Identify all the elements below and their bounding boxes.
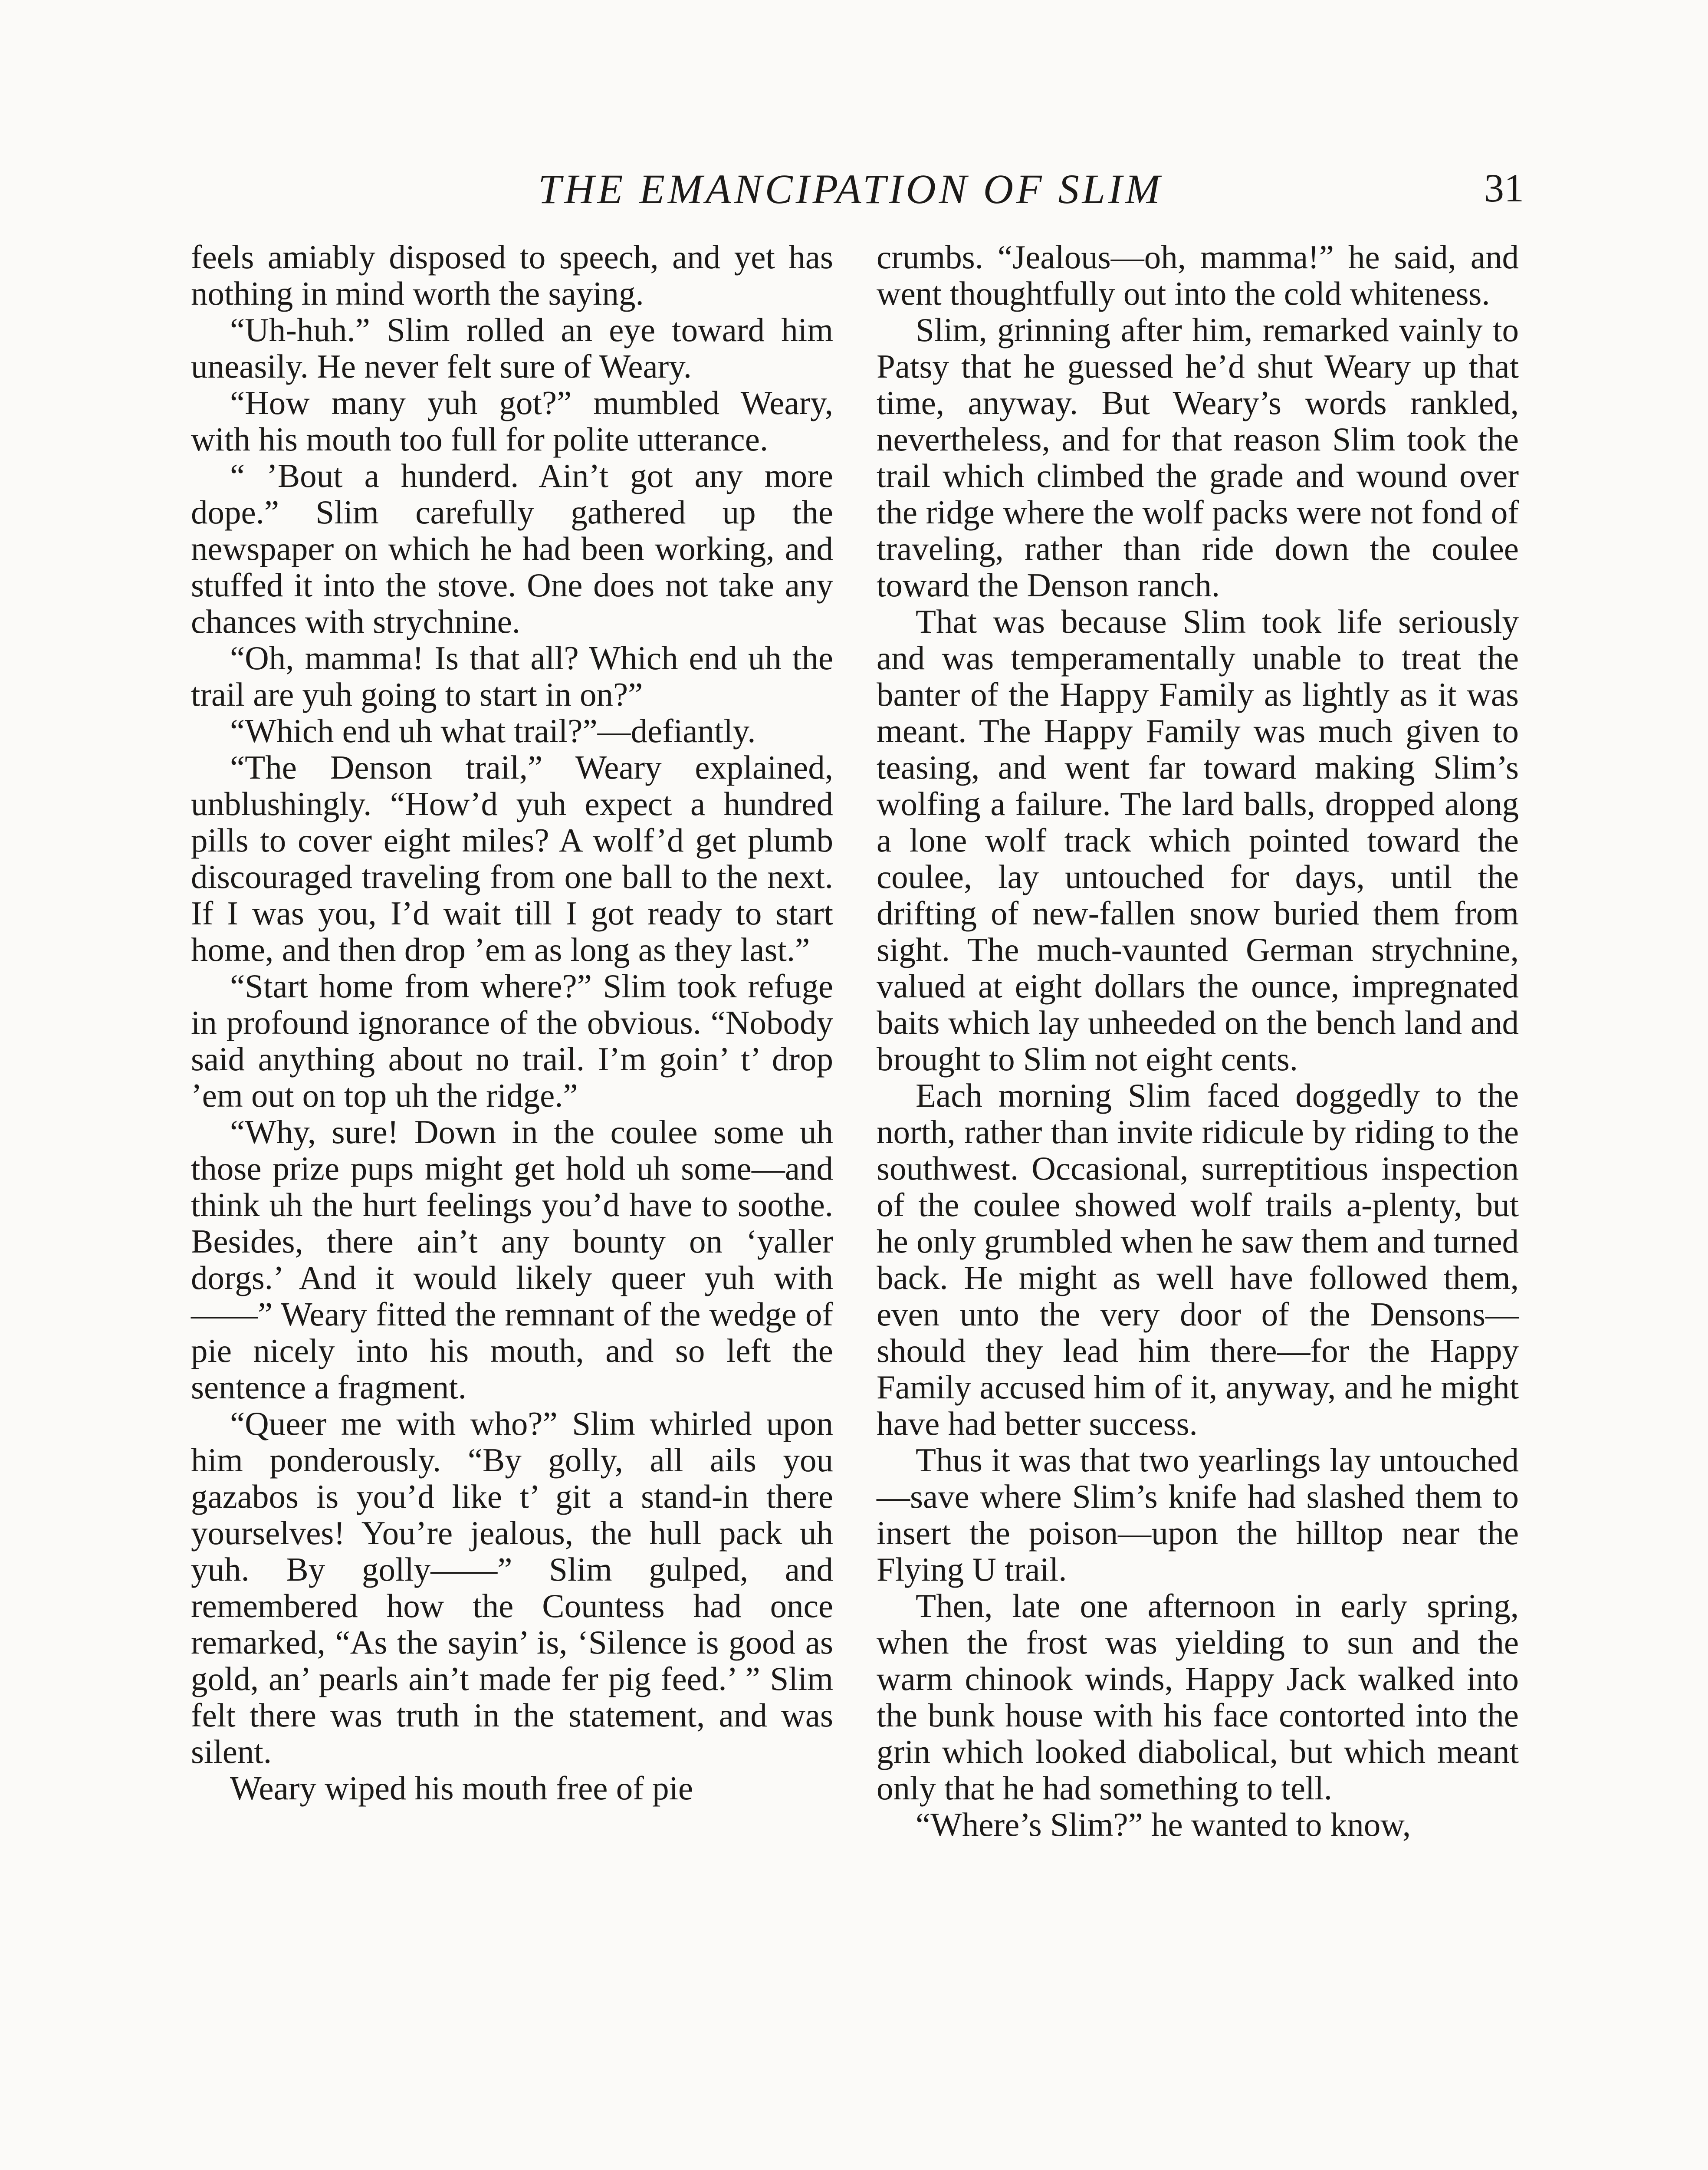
- paragraph: Weary wiped his mouth free of pie: [230, 1769, 693, 1807]
- paragraph: “ ’Bout a hunderd. Ain’t got any more dope.” Slim carefully gathered up the newspaper on which he had been working, and stuffed it into the stove. One does not take any chances with strychnine.: [191, 457, 833, 640]
- page-number: 31: [1484, 166, 1524, 210]
- paragraph: “Start home from where?” Slim took refuge in profound ignorance of the obvious. “Nobody said anything about no trail. I’m goin’ t’ drop ’em out on top uh the ridge.”: [191, 967, 833, 1114]
- paragraph: “Uh-huh.” Slim rolled an eye toward him uneasily. He never felt sure of Weary.: [191, 311, 833, 385]
- paragraph: “The Denson trail,” Weary explained, unblushingly. “How’d yuh expect a hundred pills to cover eight miles? A wolf’d get plumb discouraged traveling from one ball to the next. If I was you, I’d wait till I got ready to start home, and then drop ’em as long as they last.”: [191, 749, 833, 968]
- paragraph: “How many yuh got?” mumbled Weary, with his mouth too full for polite utterance.: [191, 384, 833, 458]
- paragraph: “Where’s Slim?” he wanted to know,: [916, 1806, 1411, 1843]
- paragraph: “Why, sure! Down in the coulee some uh those prize pups might get hold uh some—and think uh the hurt feelings you’d have to soothe. Besides, there ain’t any bounty on ‘yaller dorgs.’ And it would likely queer yuh with——” Weary fitted the remnant of the wedge of pie nicely into his mouth, and so left the sentence a fragment.: [191, 1113, 833, 1406]
- paragraph: “Oh, mamma! Is that all? Which end uh the trail are yuh going to start in on?”: [191, 639, 833, 713]
- paragraph: Then, late one afternoon in early spring, when the frost was yielding to sun and the warm chinook winds, Happy Jack walked into the bunk house with his face contorted into the grin which looked diabolical, but which meant only that he had something to tell.: [877, 1587, 1519, 1807]
- text-column-left: [191, 239, 833, 1806]
- paragraph: crumbs. “Jealous—oh, mamma!” he said, and went thoughtfully out into the cold whiteness.: [877, 238, 1519, 312]
- paragraph: That was because Slim took life seriously and was temperamentally unable to treat the banter of the Happy Family as lightly as it was meant. The Happy Family was much given to teasing, and went far toward making Slim’s wolfing a failure. The lard balls, dropped along a lone wolf track which pointed toward the coulee, lay untouched for days, until the drifting of new-fallen snow buried them from sight. The much-vaunted German strychnine, valued at eight dollars the ounce, impregnated baits which lay unheeded on the bench land and brought to Slim not eight cents.: [877, 603, 1519, 1078]
- paragraph: “Which end uh what trail?”—defiantly.: [230, 712, 756, 750]
- text-column-right: [877, 239, 1519, 1843]
- paragraph: Each morning Slim faced doggedly to the north, rather than invite ridicule by riding to the southwest. Occasional, surreptitious inspection of the coulee showed wolf trails a-plenty, but he only grumbled when he saw them and turned back. He might as well have followed them, even unto the very door of the Densons—should they lead him there—for the Happy Family accused him of it, anyway, and he might have had better success.: [877, 1077, 1519, 1442]
- paragraph: feels amiably disposed to speech, and yet has nothing in mind worth the saying.: [191, 238, 833, 312]
- paragraph: “Queer me with who?” Slim whirled upon him ponderously. “By golly, all ails you gazabos is you’d like t’ git a stand-in there yourselves! You’re jealous, the hull pack uh yuh. By golly——” Slim gulped, and remembered how the Countess had once remarked, “As the sayin’ is, ‘Silence is good as gold, an’ pearls ain’t made fer pig feed.’ ” Slim felt there was truth in the statement, and was silent.: [191, 1405, 833, 1770]
- paragraph: Thus it was that two yearlings lay untouched—save where Slim’s knife had slashed them to insert the poison—upon the hilltop near the Flying U trail.: [877, 1441, 1519, 1588]
- running-title: THE EMANCIPATION OF SLIM: [538, 166, 1163, 212]
- paragraph: Slim, grinning after him, remarked vainly to Patsy that he guessed he’d shut Weary up that time, anyway. But Weary’s words rankled, nevertheless, and for that reason Slim took the trail which climbed the grade and wound over the ridge where the wolf packs were not fond of traveling, rather than ride down the coulee toward the Denson ranch.: [877, 311, 1519, 604]
